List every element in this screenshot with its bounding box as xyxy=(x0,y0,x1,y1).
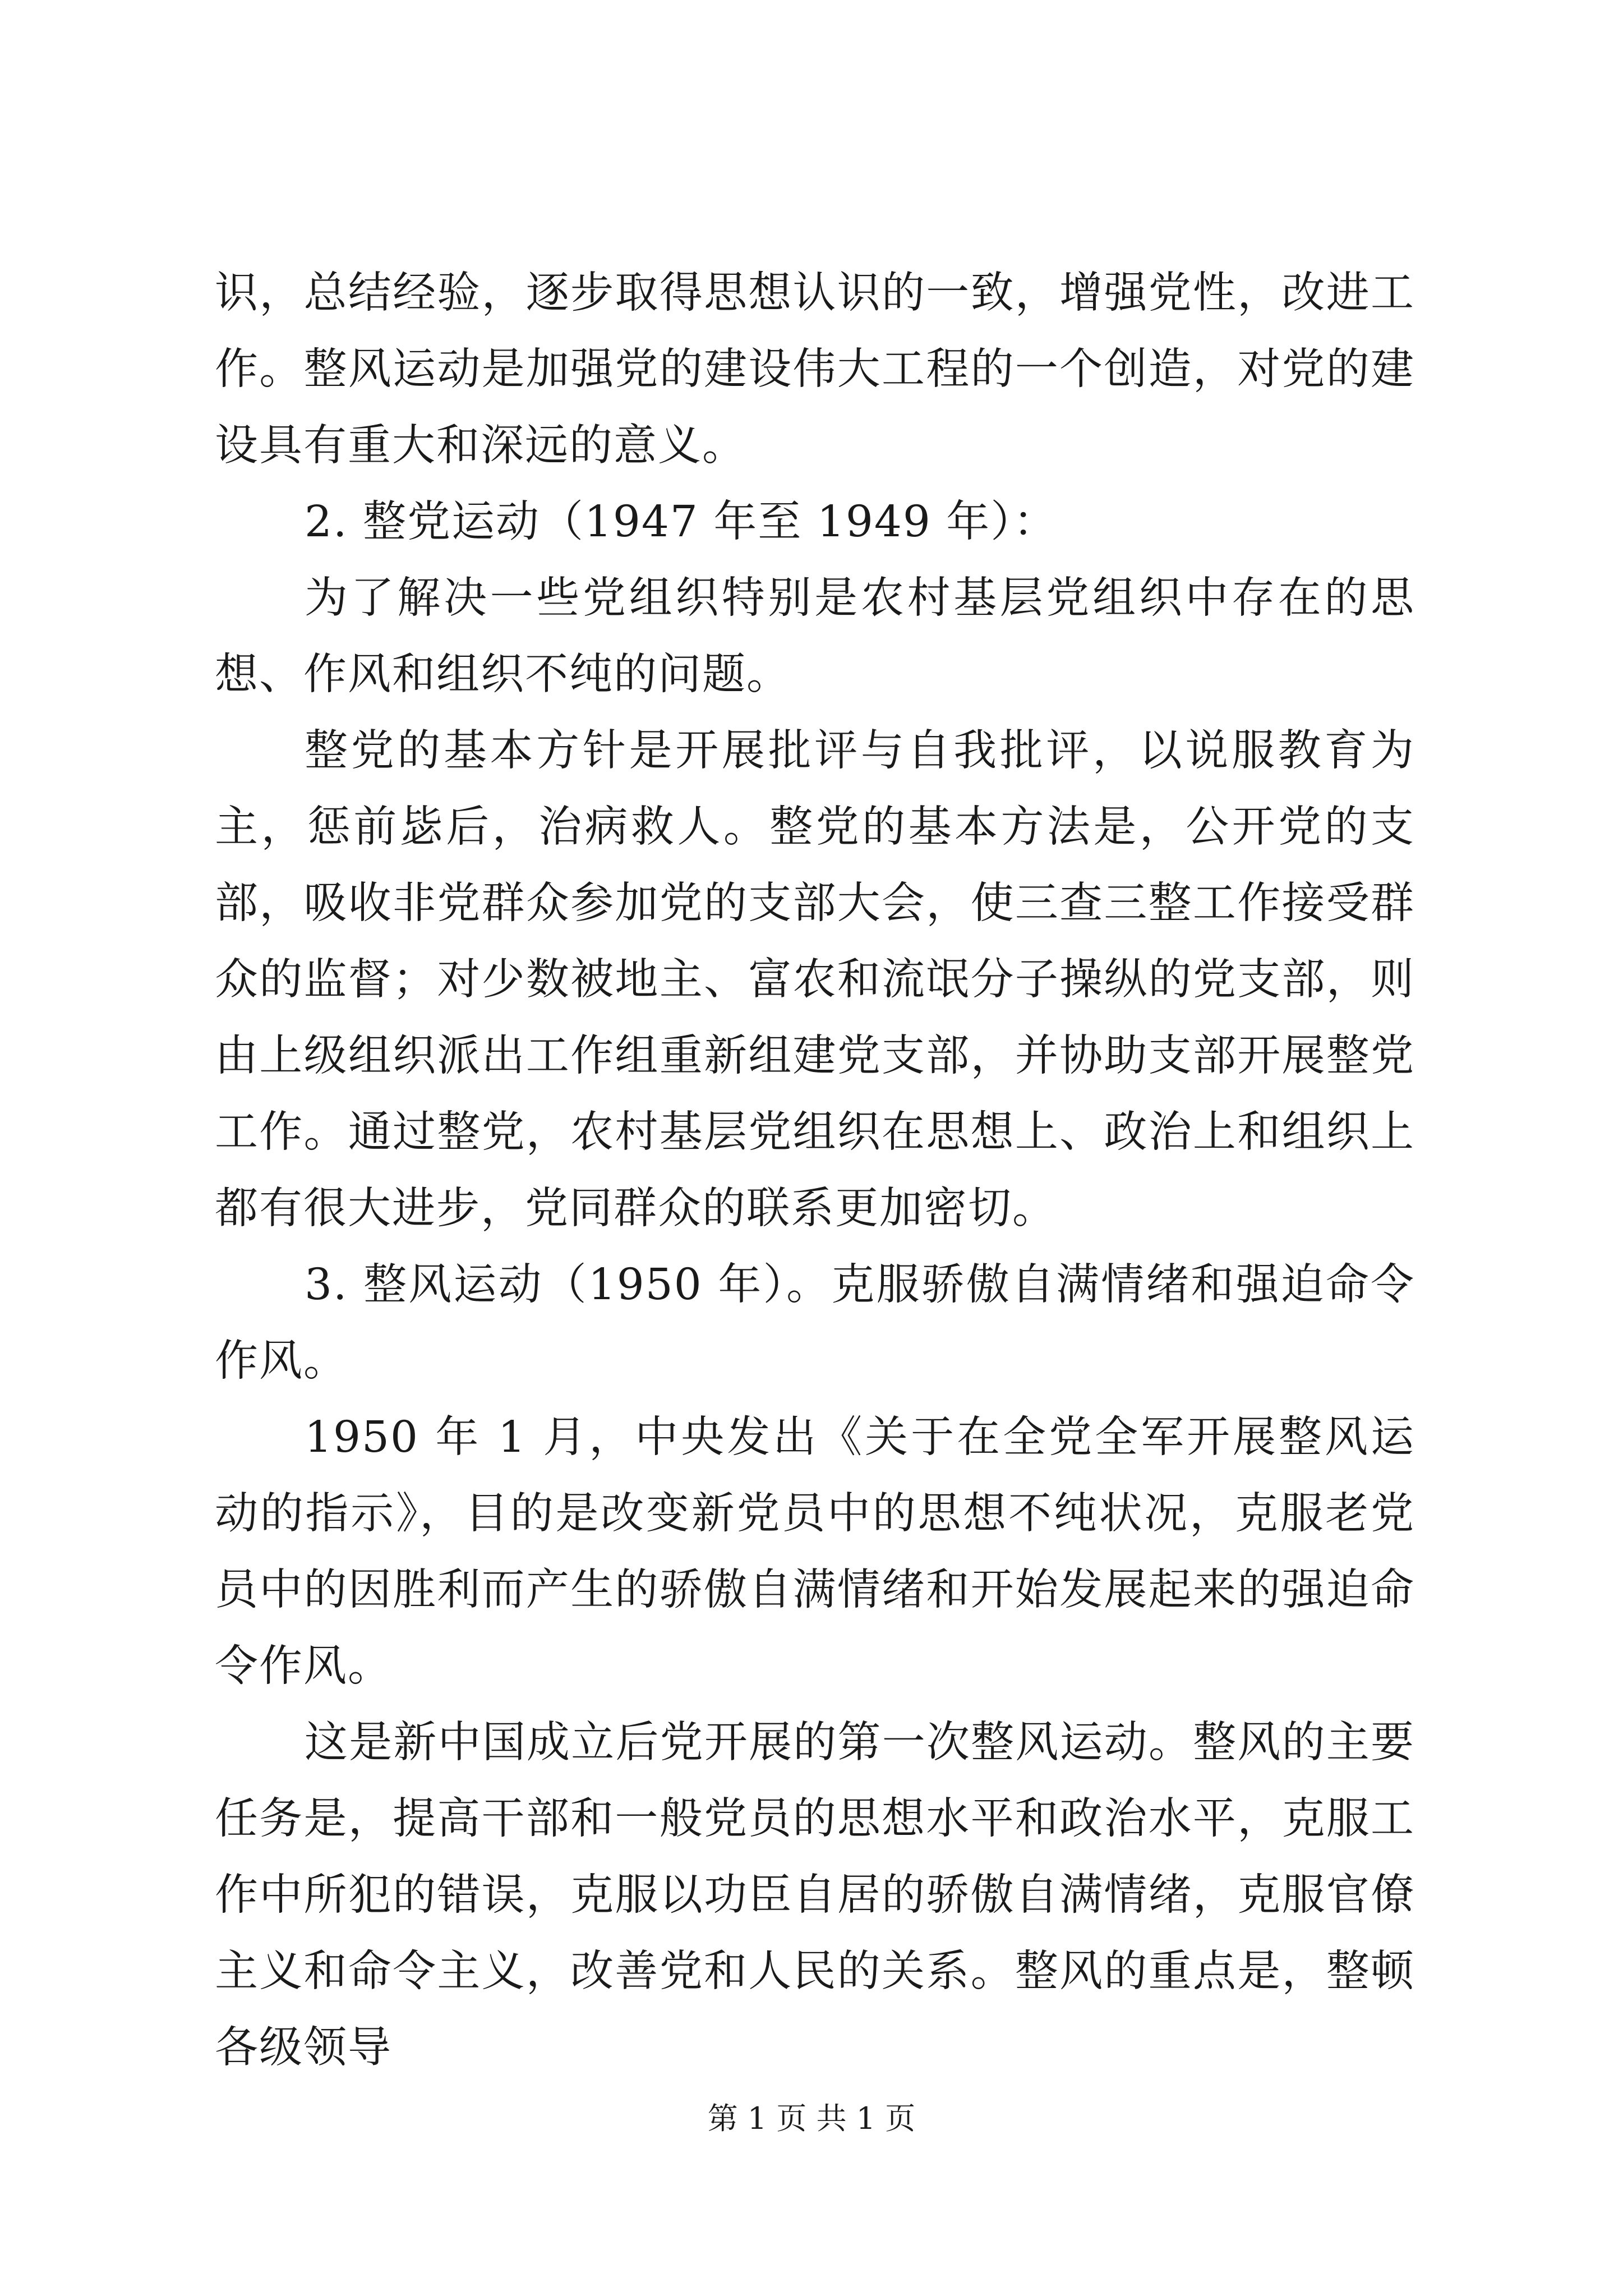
paragraph-3: 为了解决一些党组织特别是农村基层党组织中存在的思想、作风和组织不纯的问题。 xyxy=(215,573,1415,700)
page-number-label: 第 1 页 共 1 页 xyxy=(707,2101,916,2136)
paragraph-7: 这是新中国成立后党开展的第一次整风运动。整风的主要任务是，提高干部和一般党员的思想水平和政治水平，克服工作中所犯的错误，克服以功臣自居的骄傲自满情绪，克服官僚主义和命令主义，改善党和人民的关系。整风的重点是，整顿各级领导 xyxy=(215,1718,1415,2073)
heading-zhengfeng-1950: 3. 整风运动（1950 年）。克服骄傲自满情绪和强迫命令作风。 xyxy=(215,1260,1415,1386)
paragraph-6: 1950 年 1 月，中央发出《关于在全党全军开展整风运动的指示》，目的是改变新党员中的思想不纯状况，克服老党员中的因胜利而产生的骄傲自满情绪和开始发展起来的强迫命令作风。 xyxy=(215,1412,1415,1691)
page-footer xyxy=(0,2101,1623,2137)
paragraph-4: 整党的基本方针是开展批评与自我批评，以说服教育为主，惩前毖后，治病救人。整党的基本方法是，公开党的支部，吸收非党群众参加党的支部大会，使三查三整工作接受群众的监督；对少数被地主、富农和流氓分子操纵的党支部，则由上级组织派出工作组重新组建党支部，并协助支部开展整党工作。通过整党，农村基层党组织在思想上、政治上和组织上都有很大进步，党同群众的联系更加密切。 xyxy=(215,726,1415,1234)
document-body xyxy=(215,255,1415,2086)
paragraph-1: 识，总结经验，逐步取得思想认识的一致，增强党性，改进工作。整风运动是加强党的建设伟大工程的一个创造，对党的建设具有重大和深远的意义。 xyxy=(215,268,1415,471)
heading-zhengdang-movement: 2. 整党运动（1947 年至 1949 年）： xyxy=(305,497,1058,547)
